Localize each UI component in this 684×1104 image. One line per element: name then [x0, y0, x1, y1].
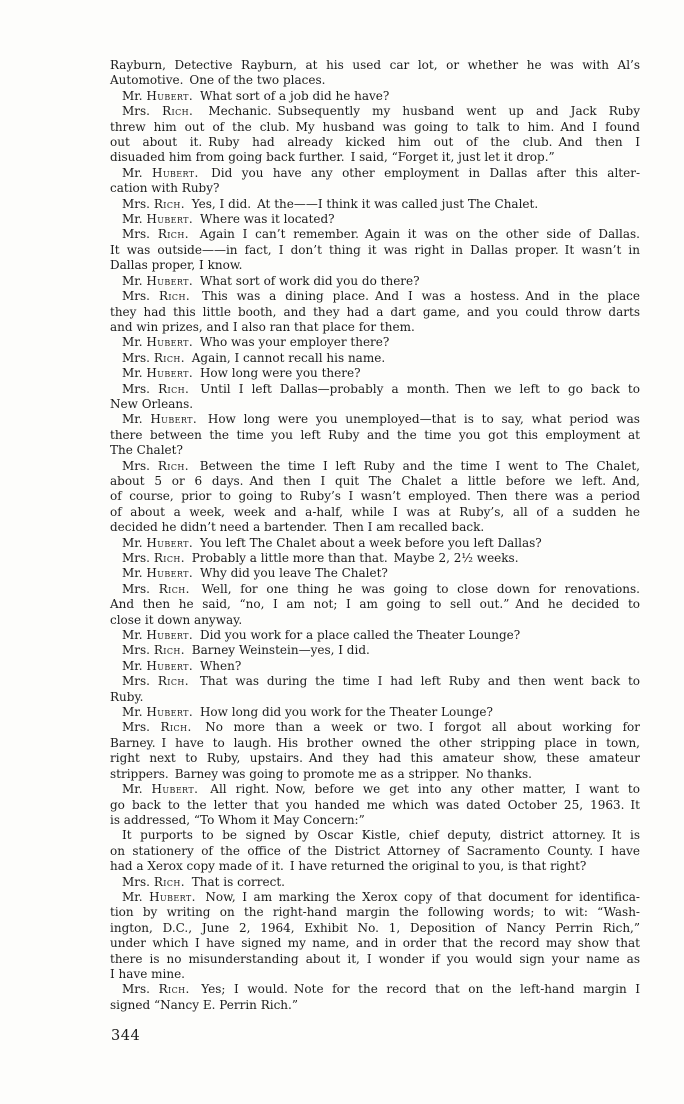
text-line	[110, 936, 640, 951]
text-line	[110, 844, 640, 859]
line-text: Mechanic. Subsequently my husband went up and Jack Ruby	[208, 104, 640, 119]
text-line	[110, 274, 640, 289]
text-line	[110, 690, 640, 705]
text-line	[110, 243, 640, 258]
speaker-prefix: Mrs.	[122, 458, 150, 473]
speaker-prefix: Mrs.	[122, 104, 150, 119]
line-text: there is no misunderstanding about it, I wonder if you would sign your name as	[110, 951, 640, 966]
paragraph	[110, 890, 640, 982]
line-text: of about a week, week and a-half, while I was at Ruby’s, all of a sudden he	[110, 504, 640, 519]
line-text: Yes, I did. At the——I think it was called just The Chalet.	[191, 196, 539, 211]
speaker-label	[122, 289, 190, 303]
text-line	[110, 813, 640, 828]
text-line	[110, 536, 640, 551]
line-text: decided he didn’t need a bartender. Then I am recalled back.	[110, 520, 485, 535]
text-line	[110, 674, 640, 689]
speaker-prefix: Mrs.	[122, 289, 150, 304]
text-line	[110, 643, 640, 658]
speaker-prefix: Mrs.	[122, 581, 150, 596]
text-line	[110, 489, 640, 504]
line-text: I have mine.	[110, 966, 185, 981]
line-text: tion by writing on the right-hand margin the following words; to wit: “Wash-	[110, 905, 640, 920]
text-line	[110, 613, 640, 628]
text-line	[110, 166, 640, 181]
speaker-prefix: Mrs.	[122, 674, 150, 689]
line-text: Why did you leave The Chalet?	[199, 566, 388, 581]
speaker-name: Rich.	[160, 720, 192, 735]
paragraph	[110, 382, 640, 413]
speaker-label	[122, 674, 189, 688]
text-line	[110, 459, 640, 474]
paragraph	[110, 104, 640, 166]
speaker-name: Hubert.	[151, 782, 199, 797]
speaker-name: Rich.	[157, 458, 189, 473]
speaker-label	[122, 720, 192, 734]
line-text: How long were you unemployed—that is to say, what period was	[207, 412, 640, 427]
line-text: ington, D.C., June 2, 1964, Exhibit No. 1, Deposition of Nancy Perrin Rich,”	[110, 920, 640, 935]
text-line	[110, 181, 640, 196]
text-line	[110, 428, 640, 443]
speaker-name: Hubert.	[150, 412, 198, 427]
line-text: Again, I cannot recall his name.	[191, 350, 386, 365]
paragraph	[110, 536, 640, 551]
text-line	[110, 474, 640, 489]
speaker-name: Hubert.	[146, 535, 194, 550]
line-text: under which I have signed my name, and in order that the record may show that	[110, 936, 640, 951]
line-text: New Orleans.	[110, 396, 194, 411]
paragraph	[110, 659, 640, 674]
speaker-name: Hubert.	[151, 165, 199, 180]
speaker-prefix: Mr.	[122, 705, 143, 720]
speaker-name: Rich.	[153, 874, 185, 889]
text-line	[110, 397, 640, 412]
speaker-name: Hubert.	[146, 658, 194, 673]
speaker-prefix: Mrs.	[122, 874, 150, 889]
paragraph	[110, 89, 640, 104]
speaker-label	[122, 197, 185, 211]
text-line	[110, 720, 640, 735]
line-text: When?	[199, 658, 242, 673]
paragraph	[110, 351, 640, 366]
speaker-label	[122, 628, 193, 642]
speaker-prefix: Mr.	[122, 335, 143, 350]
text-line	[110, 258, 640, 273]
speaker-label	[122, 982, 190, 996]
speaker-label	[122, 104, 193, 118]
speaker-label	[122, 459, 189, 473]
line-text: disuaded him from going back further. I said, “Forget it, just let it drop.”	[110, 150, 555, 165]
line-text: Until I left Dallas—probably a month. Then we left to go back to	[200, 381, 640, 396]
text-line	[110, 566, 640, 581]
speaker-name: Hubert.	[146, 212, 194, 227]
speaker-label	[122, 212, 193, 226]
speaker-prefix: Mr.	[122, 535, 143, 550]
speaker-label	[122, 412, 197, 426]
line-text: Again I can’t remember. Again it was on the other side of Dallas.	[199, 227, 640, 242]
speaker-prefix: Mrs.	[122, 196, 150, 211]
text-line	[110, 104, 640, 119]
line-text: strippers. Barney was going to promote me as a stripper. No thanks.	[110, 766, 532, 781]
speaker-prefix: Mrs.	[122, 643, 150, 658]
speaker-prefix: Mr.	[122, 628, 143, 643]
line-text: about 5 or 6 days. And then I quit The Chalet a little before we left. And,	[110, 473, 640, 488]
line-text: Ruby.	[110, 689, 144, 704]
line-text: What sort of work did you do there?	[199, 273, 420, 288]
line-text: Between the time I left Ruby and the time I went to The Chalet,	[199, 458, 640, 473]
paragraph	[110, 628, 640, 643]
transcript	[110, 58, 640, 1013]
speaker-prefix: Mr.	[122, 212, 143, 227]
line-text: Who was your employer there?	[199, 335, 390, 350]
paragraph	[110, 212, 640, 227]
speaker-label	[122, 166, 199, 180]
text-line	[110, 628, 640, 643]
paragraph	[110, 566, 640, 581]
line-text: signed “Nancy E. Perrin Rich.”	[110, 997, 298, 1012]
speaker-label	[122, 335, 193, 349]
text-line	[110, 305, 640, 320]
line-text: That is correct.	[191, 874, 285, 889]
text-line	[110, 890, 640, 905]
line-text: How long were you there?	[199, 366, 361, 381]
speaker-name: Hubert.	[146, 88, 194, 103]
speaker-label	[122, 782, 198, 796]
text-line	[110, 767, 640, 782]
line-text: Well, for one thing he was going to close down for renovations.	[201, 581, 640, 596]
speaker-label	[122, 274, 193, 288]
line-text: Dallas proper, I know.	[110, 258, 243, 273]
speaker-name: Hubert.	[146, 628, 194, 643]
speaker-label	[122, 351, 185, 365]
line-text: Rayburn, Detective Rayburn, at his used car lot, or whether he was with Al’s	[110, 58, 640, 72]
text-line	[110, 366, 640, 381]
speaker-prefix: Mrs.	[122, 381, 150, 396]
speaker-label	[122, 227, 189, 241]
line-text: You left The Chalet about a week before you left Dallas?	[199, 535, 542, 550]
speaker-name: Rich.	[157, 227, 189, 242]
speaker-label	[122, 536, 193, 550]
speaker-label	[122, 382, 189, 396]
line-text: Now, I am marking the Xerox copy of that document for identifica-	[205, 889, 640, 904]
paragraph	[110, 705, 640, 720]
speaker-prefix: Mrs.	[122, 350, 150, 365]
line-text: had a Xerox copy made of it. I have returned the original to you, is that right?	[110, 859, 587, 874]
page-number: 344	[111, 1028, 141, 1044]
paragraph	[110, 335, 640, 350]
line-text: And then he said, “no, I am not; I am going to sell out.” And he decided to	[110, 597, 640, 612]
text-line	[110, 828, 640, 843]
paragraph	[110, 166, 640, 197]
line-text: threw him out of the club. My husband was going to talk to him. And I found	[110, 119, 640, 134]
paragraph	[110, 720, 640, 782]
text-line	[110, 120, 640, 135]
text-line	[110, 751, 640, 766]
text-line	[110, 520, 640, 535]
line-text: close it down anyway.	[110, 612, 243, 627]
line-text: Did you work for a place called the Theater Lounge?	[199, 628, 521, 643]
text-line	[110, 505, 640, 520]
line-text: on stationery of the office of the District Attorney of Sacramento County. I have	[110, 843, 640, 858]
speaker-prefix: Mr.	[122, 165, 143, 180]
paragraph	[110, 274, 640, 289]
line-text: How long did you work for the Theater Lounge?	[199, 705, 493, 720]
paragraph	[110, 782, 640, 828]
text-line	[110, 443, 640, 458]
speaker-label	[122, 551, 185, 565]
paragraph	[110, 289, 640, 335]
speaker-prefix: Mr.	[122, 658, 143, 673]
line-text: The Chalet?	[110, 443, 183, 458]
speaker-name: Rich.	[162, 104, 194, 119]
speaker-prefix: Mr.	[122, 889, 143, 904]
paragraph	[110, 58, 640, 89]
paragraph	[110, 674, 640, 705]
text-line	[110, 412, 640, 427]
speaker-prefix: Mr.	[122, 366, 143, 381]
speaker-name: Rich.	[158, 289, 191, 304]
speaker-name: Rich.	[158, 982, 190, 997]
text-line	[110, 335, 640, 350]
speaker-name: Rich.	[153, 196, 185, 211]
paragraph	[110, 643, 640, 658]
line-text: there between the time you left Ruby and the time you got this employment at	[110, 427, 640, 442]
text-line	[110, 73, 640, 88]
text-line	[110, 597, 640, 612]
speaker-prefix: Mrs.	[122, 227, 150, 242]
text-line	[110, 212, 640, 227]
speaker-prefix: Mr.	[122, 88, 143, 103]
speaker-name: Rich.	[158, 381, 190, 396]
text-line	[110, 998, 640, 1013]
speaker-label	[122, 659, 193, 673]
paragraph	[110, 582, 640, 628]
speaker-label	[122, 582, 190, 596]
line-text: go back to the letter that you handed me which was dated October 25, 1963. It	[110, 797, 640, 812]
text-line	[110, 859, 640, 874]
text-line	[110, 982, 640, 997]
speaker-label	[122, 366, 193, 380]
text-line	[110, 967, 640, 982]
speaker-label	[122, 89, 193, 103]
line-text: they had this little booth, and they had a dart game, and you could throw darts	[110, 304, 640, 319]
speaker-name: Hubert.	[149, 889, 196, 904]
speaker-name: Rich.	[153, 643, 185, 658]
line-text: out about it. Ruby had already kicked him out of the club. And then I	[110, 135, 640, 150]
line-text: It was outside——in fact, I don’t thing it was right in Dallas proper. It wasn’t in	[110, 242, 640, 257]
text-line	[110, 905, 640, 920]
line-text: Yes; I would. Note for the record that on the left-hand margin I	[201, 982, 640, 997]
speaker-name: Hubert.	[146, 335, 194, 350]
text-line	[110, 705, 640, 720]
speaker-prefix: Mr.	[122, 412, 143, 427]
paragraph	[110, 828, 640, 874]
paragraph	[110, 412, 640, 458]
speaker-label	[122, 705, 193, 719]
line-text: What sort of a job did he have?	[199, 88, 390, 103]
text-line	[110, 351, 640, 366]
text-line	[110, 289, 640, 304]
text-line	[110, 659, 640, 674]
paragraph	[110, 551, 640, 566]
line-text: of course, prior to going to Ruby’s I wasn’t employed. Then there was a period	[110, 489, 640, 504]
speaker-prefix: Mr.	[122, 273, 143, 288]
text-line	[110, 736, 640, 751]
speaker-label	[122, 890, 196, 904]
speaker-name: Hubert.	[146, 566, 194, 581]
text-line	[110, 227, 640, 242]
line-text: Did you have any other employment in Dallas after this alter-	[211, 165, 640, 180]
text-line	[110, 875, 640, 890]
line-text: and win prizes, and I also ran that place for them.	[110, 319, 415, 334]
text-line	[110, 382, 640, 397]
speaker-name: Rich.	[153, 551, 185, 565]
paragraph	[110, 197, 640, 212]
speaker-label	[122, 875, 185, 889]
text-line	[110, 798, 640, 813]
text-line	[110, 320, 640, 335]
paragraph	[110, 459, 640, 536]
speaker-name: Rich.	[158, 581, 190, 596]
line-text: Automotive. One of the two places.	[110, 73, 326, 88]
text-line	[110, 197, 640, 212]
paragraph	[110, 982, 640, 1013]
line-text: All right. Now, before we get into any other matter, I want to	[210, 782, 640, 797]
line-text: Barney. I have to laugh. His brother owned the other stripping place in town,	[110, 735, 640, 750]
text-line	[110, 58, 640, 73]
text-line	[110, 89, 640, 104]
text-line	[110, 150, 640, 165]
text-line	[110, 551, 640, 566]
line-text: Probably a little more than that. Maybe 2, 2½ weeks.	[191, 551, 519, 565]
line-text: cation with Ruby?	[110, 181, 220, 196]
speaker-name: Rich.	[157, 674, 189, 689]
text-line	[110, 921, 640, 936]
line-text: This was a dining place. And I was a hostess. And in the place	[201, 289, 640, 304]
text-line	[110, 782, 640, 797]
text-line	[110, 952, 640, 967]
paragraph	[110, 227, 640, 273]
line-text: That was during the time I had left Ruby and then went back to	[199, 674, 641, 689]
speaker-name: Hubert.	[146, 273, 194, 288]
speaker-prefix: Mr.	[122, 566, 143, 581]
speaker-name: Rich.	[153, 350, 185, 365]
line-text: is addressed, “To Whom it May Concern:”	[110, 812, 365, 827]
line-text: It purports to be signed by Oscar Kistle, chief deputy, district attorney. It is	[122, 828, 640, 843]
text-line	[110, 135, 640, 150]
line-text: right next to Ruby, upstairs. And they had this amateur show, these amateur	[110, 751, 640, 766]
speaker-label	[122, 566, 193, 580]
line-text: Barney Weinstein—yes, I did.	[191, 643, 370, 658]
line-text: No more than a week or two. I forgot all about working for	[205, 720, 640, 735]
paragraph	[110, 366, 640, 381]
line-text: Where was it located?	[199, 212, 335, 227]
speaker-name: Hubert.	[146, 705, 194, 720]
paragraph	[110, 875, 640, 890]
speaker-prefix: Mr.	[122, 782, 143, 797]
speaker-prefix: Mrs.	[122, 551, 150, 565]
speaker-prefix: Mrs.	[122, 982, 150, 997]
speaker-prefix: Mrs.	[122, 720, 150, 735]
text-line	[110, 582, 640, 597]
speaker-name: Hubert.	[146, 366, 194, 381]
speaker-label	[122, 643, 185, 657]
